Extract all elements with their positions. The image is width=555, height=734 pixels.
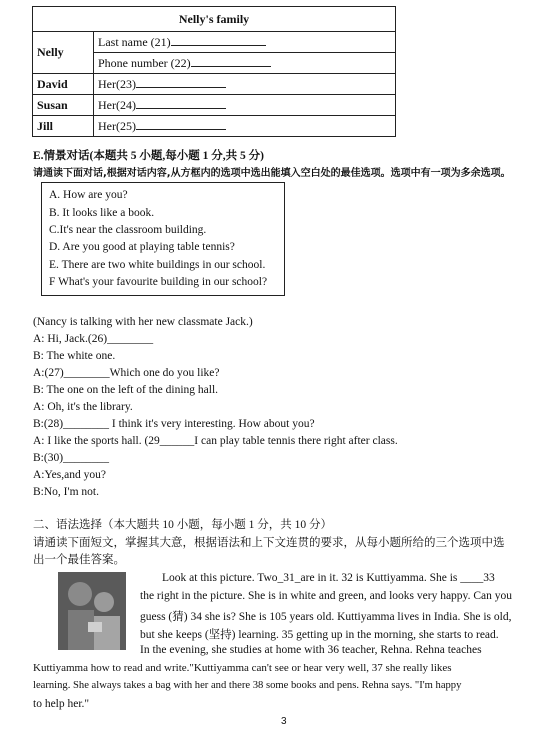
table-name-cell: Susan — [33, 95, 94, 116]
table-cell: Phone number (22) — [94, 53, 396, 74]
table-name-cell: Jill — [33, 116, 94, 137]
dialogue-line: B:No, I'm not. — [33, 486, 99, 498]
passage-line: but she keeps (坚持) learning. 35 getting up in the morning, she starts to read. — [140, 629, 499, 641]
option-b: B. It looks like a book. — [49, 207, 155, 219]
option-a: A. How are you? — [49, 189, 128, 201]
table-cell: Her(25) — [94, 116, 396, 137]
kuttiyamma-photo — [58, 572, 126, 650]
section-e-heading: E.情景对话(本题共 5 小题,每小题 1 分,共 5 分) — [33, 150, 264, 162]
passage-line: Kuttiyamma how to read and write."Kuttiyamma can't see or hear very well, 37 she really likes — [33, 662, 452, 674]
passage-line: learning. She always takes a bag with her and there 38 some books and pens. Rehna says. "I'm happy — [33, 680, 462, 691]
passage-line: the right in the picture. She is in white and green, and looks very happy. Can you — [140, 590, 512, 602]
section-e-instruction: 请通读下面对话,根据对话内容,从方框内的选项中选出能填入空白处的最佳选项。选项中有一项为多余选项。 — [33, 168, 511, 179]
grammar-heading: 二、语法选择（本大题共 10 小题，每小题 1 分，共 10 分） — [33, 519, 332, 531]
family-table — [32, 6, 396, 137]
table-cell: Her(23) — [94, 74, 396, 95]
dialogue-line: A:Yes,and you? — [33, 469, 106, 481]
dialogue-line: B:(28)________ I think it's very interesting. How about you? — [33, 418, 315, 430]
table-title: Nelly's family — [33, 7, 396, 32]
dialogue-line: A: I like the sports hall. (29______I can play table tennis there right after class. — [33, 435, 398, 447]
grammar-instruction-1: 请通读下面短文，掌握其大意，根据语法和上下文连贯的要求，从每小题所给的三个选项中选 — [33, 537, 505, 549]
dialogue-line: A: Oh, it's the library. — [33, 401, 133, 413]
passage-line: Look at this picture. Two_31_are in it. 32 is Kuttiyamma. She is ____33 — [162, 572, 495, 584]
option-d: D. Are you good at playing table tennis? — [49, 241, 235, 253]
passage-line: guess (猜) 34 she is? She is 105 years old. Kuttiyamma lives in India. She is old, — [140, 611, 512, 623]
table-cell: Last name (21) — [94, 32, 396, 53]
page-number: 3 — [281, 716, 287, 727]
dialogue-line: B:(30)________ — [33, 452, 110, 464]
dialogue-line: A: Hi, Jack.(26)________ — [33, 333, 154, 345]
dialogue-line: A:(27)________Which one do you like? — [33, 367, 220, 379]
grammar-instruction-2: 出一个最佳答案。 — [33, 554, 125, 566]
table-name-cell: David — [33, 74, 94, 95]
dialogue-line: (Nancy is talking with her new classmate Jack.) — [33, 316, 253, 328]
option-c: C.It's near the classroom building. — [49, 224, 207, 236]
option-f: F What's your favourite building in our school? — [49, 276, 268, 288]
table-name-cell: Nelly — [33, 32, 94, 74]
options-box — [41, 182, 285, 296]
option-e: E. There are two white buildings in our school. — [49, 259, 266, 271]
table-cell: Her(24) — [94, 95, 396, 116]
passage-line: to help her." — [33, 698, 90, 710]
dialogue-line: B: The one on the left of the dining hall. — [33, 384, 219, 396]
passage-line: In the evening, she studies at home with 36 teacher, Rehna. Rehna teaches — [140, 644, 482, 656]
dialogue-line: B: The white one. — [33, 350, 116, 362]
